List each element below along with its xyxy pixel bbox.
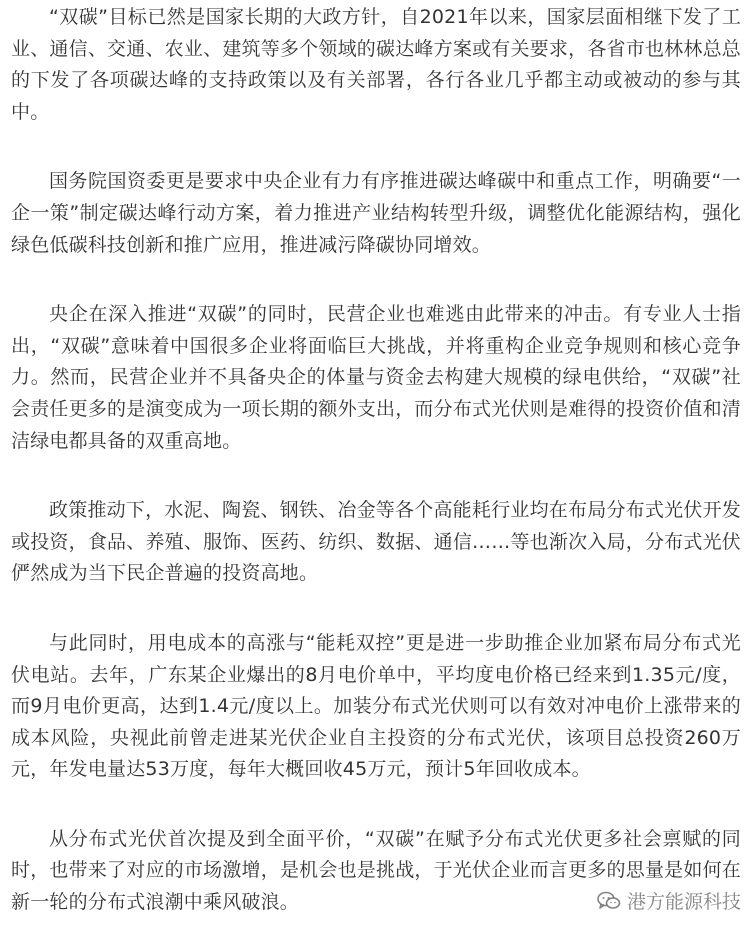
paragraph-4: 政策推动下，水泥、陶瓷、钢铁、冶金等各个高能耗行业均在布局分布式光伏开发或投资，食品、养殖、服饰、医药、纺织、数据、通信……等也渐次入局，分布式光伏俨然成为当下民企普遍的投资高地。	[11, 499, 741, 585]
paragraph-2: 国务院国资委更是要求中央企业有力有序推进碳达峰碳中和重点工作，明确要“一企一策”制定碳达峰行动方案，着力推进产业结构转型升级，调整优化能源结构，强化绿色低碳科技创新和推广应用，推进减污降碳协同增效。	[11, 170, 741, 256]
wechat-icon	[597, 891, 621, 911]
paragraph-5: 与此同时，用电成本的高涨与“能耗双控”更是进一步助推企业加紧布局分布式光伏电站。去年，广东某企业爆出的8月电价单中，平均度电价格已经来到1.35元/度，而9月电价更高，达到1.4元/度以上。加装分布式光伏则可以有效对冲电价上涨带来的成本风险，央视此前曾走进某光伏企业自主投资的分布式光伏，该项目总投资260万元，年发电量达53万度，每年大概回收45万元，预计5年回收成本。	[11, 631, 741, 781]
article-body	[11, 0, 741, 919]
paragraph-1: “双碳”目标已然是国家长期的大政方针，自2021年以来，国家层面相继下发了工业、通信、交通、农业、建筑等多个领域的碳达峰方案或有关要求，各省市也林林总总的下发了各项碳达峰的支持政策以及有关部署，各行各业几乎都主动或被动的参与其中。	[11, 6, 741, 123]
watermark-text: 港方能源科技	[626, 891, 741, 913]
watermark	[597, 887, 741, 914]
paragraph-3: 央企在深入推进“双碳”的同时，民营企业也难逃由此带来的冲击。有专业人士指出，“双碳”意味着中国很多企业将面临巨大挑战，并将重构企业竞争规则和核心竞争力。然而，民营企业并不具备央企的体量与资金去构建大规模的绿电供给，“双碳”社会责任更多的是演变成为一项长期的额外支出，而分布式光伏则是难得的投资价值和清洁绿电都具备的双重高地。	[11, 303, 741, 452]
paragraph-6: 从分布式光伏首次提及到全面平价，“双碳”在赋予分布式光伏更多社会禀赋的同时，也带来了对应的市场激增，是机会也是挑战，于光伏企业而言更多的思量是如何在新一轮的分布式浪潮中乘风破浪。	[11, 827, 741, 914]
